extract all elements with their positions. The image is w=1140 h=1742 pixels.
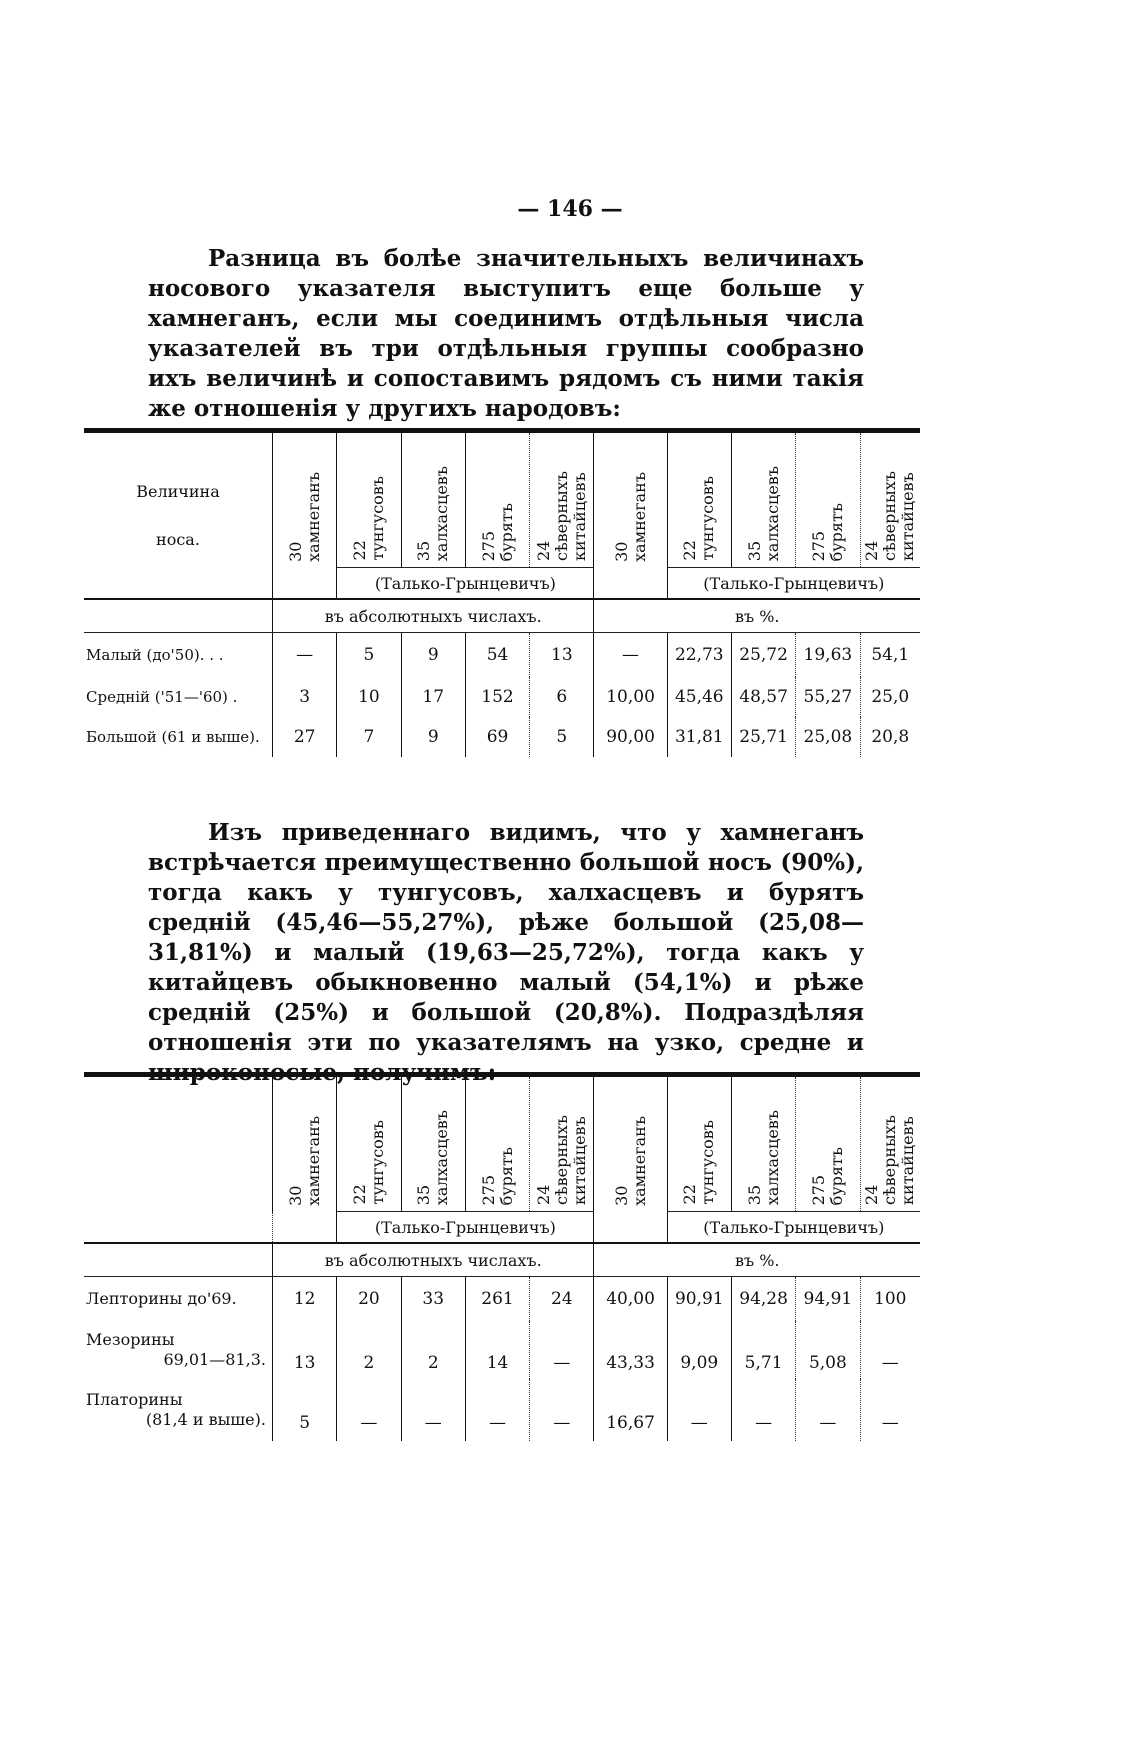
nose-size-table xyxy=(84,428,920,757)
col-header-khamnegan-pct: 30 хамнеганъ xyxy=(594,1075,667,1212)
cell: 5,71 xyxy=(731,1321,795,1379)
row-header xyxy=(84,431,272,600)
cell: 100 xyxy=(860,1277,920,1322)
col-header-khalkha: 35 халхасцевъ xyxy=(401,431,465,568)
cell: 3 xyxy=(272,677,336,717)
cell: 25,71 xyxy=(731,717,795,757)
col-header-buryat-pct: 275 бурятъ xyxy=(796,431,860,568)
cell: 54,1 xyxy=(860,633,920,678)
cell: 54 xyxy=(465,633,529,678)
cell: 12 xyxy=(272,1277,336,1322)
cell: — xyxy=(594,633,667,678)
col-header-tungus: 22 тунгусовъ xyxy=(337,1075,401,1212)
col-header-khamnegan: 30 хамнеганъ xyxy=(272,431,336,568)
cell: 94,28 xyxy=(731,1277,795,1322)
row-label: Платорины (81,4 и выше). xyxy=(86,1390,266,1429)
col-header-chinese-pct: 24 сѣверныхъ китайцевъ xyxy=(860,431,920,568)
cell: 152 xyxy=(465,677,529,717)
cell: 9,09 xyxy=(667,1321,731,1379)
cell: 5 xyxy=(337,633,401,678)
cell: 33 xyxy=(401,1277,465,1322)
nose-index-table xyxy=(84,1072,920,1441)
cell: — xyxy=(860,1321,920,1379)
table-row xyxy=(84,717,920,757)
table-row xyxy=(84,1277,920,1322)
paragraph-intro xyxy=(148,244,864,424)
col-header-tungus-pct: 22 тунгусовъ xyxy=(667,431,731,568)
row-header-line2: носа. xyxy=(156,529,200,549)
cell: — xyxy=(860,1379,920,1441)
cell: 24 xyxy=(530,1277,594,1322)
cell: 16,67 xyxy=(594,1379,667,1441)
col-header-buryat-pct: 275 бурятъ xyxy=(796,1075,860,1212)
unit-percent: въ %. xyxy=(594,599,920,633)
col-header-buryat: 275 бурятъ xyxy=(465,431,529,568)
cell: 5,08 xyxy=(796,1321,860,1379)
cell: 55,27 xyxy=(796,677,860,717)
cell: 94,91 xyxy=(796,1277,860,1322)
paragraph-analysis xyxy=(148,818,864,1088)
cell: 25,08 xyxy=(796,717,860,757)
cell: — xyxy=(465,1379,529,1441)
col-header-chinese: 24 сѣверныхъ китайцевъ xyxy=(530,1075,594,1212)
cell: 25,72 xyxy=(731,633,795,678)
table-row xyxy=(84,1379,920,1441)
cell: 5 xyxy=(530,717,594,757)
cell: 10,00 xyxy=(594,677,667,717)
cell: — xyxy=(667,1379,731,1441)
table-row xyxy=(84,633,920,678)
cell: 25,0 xyxy=(860,677,920,717)
unit-percent: въ %. xyxy=(594,1243,920,1277)
table-row xyxy=(84,1321,920,1379)
cell: 2 xyxy=(337,1321,401,1379)
cell: 20 xyxy=(337,1277,401,1322)
source-label-absolute: (Талько-Грынцевичъ) xyxy=(337,1212,594,1244)
row-label: Мезорины 69,01—81,3. xyxy=(86,1330,266,1369)
cell: 9 xyxy=(401,633,465,678)
cell: 14 xyxy=(465,1321,529,1379)
col-header-tungus: 22 тунгусовъ xyxy=(337,431,401,568)
cell: 27 xyxy=(272,717,336,757)
cell: 13 xyxy=(272,1321,336,1379)
source-label-percent: (Талько-Грынцевичъ) xyxy=(667,568,920,600)
source-label-percent: (Талько-Грынцевичъ) xyxy=(667,1212,920,1244)
cell: 17 xyxy=(401,677,465,717)
row-header-line1: Величина xyxy=(136,481,220,501)
table-row xyxy=(84,677,920,717)
unit-absolute: въ абсолютныхъ числахъ. xyxy=(272,1243,593,1277)
cell: 90,00 xyxy=(594,717,667,757)
col-header-khamnegan-pct: 30 хамнеганъ xyxy=(594,431,667,568)
cell: 5 xyxy=(272,1379,336,1441)
row-label: Лепторины до'69. xyxy=(86,1289,237,1308)
cell: 22,73 xyxy=(667,633,731,678)
col-header-khalkha-pct: 35 халхасцевъ xyxy=(731,431,795,568)
cell: — xyxy=(401,1379,465,1441)
col-header-khalkha: 35 халхасцевъ xyxy=(401,1075,465,1212)
unit-absolute: въ абсолютныхъ числахъ. xyxy=(272,599,593,633)
cell: — xyxy=(796,1379,860,1441)
cell: 43,33 xyxy=(594,1321,667,1379)
cell: 6 xyxy=(530,677,594,717)
cell: — xyxy=(530,1379,594,1441)
paragraph-intro-text: Разница въ болѣе значительныхъ величинахъ носового указателя выступитъ еще больше у хамнеганъ, если мы соединимъ отдѣльныя числа указателей въ три отдѣльныя группы сообразно ихъ величинѣ и сопоставимъ рядомъ съ ними такія же отношенія у другихъ народовъ: xyxy=(148,245,864,422)
cell: 261 xyxy=(465,1277,529,1322)
col-header-tungus-pct: 22 тунгусовъ xyxy=(667,1075,731,1212)
cell: — xyxy=(272,633,336,678)
cell: 40,00 xyxy=(594,1277,667,1322)
cell: 48,57 xyxy=(731,677,795,717)
cell: 45,46 xyxy=(667,677,731,717)
col-header-buryat: 275 бурятъ xyxy=(465,1075,529,1212)
cell: 69 xyxy=(465,717,529,757)
row-label: Большой (61 и выше). xyxy=(86,728,260,746)
cell: 10 xyxy=(337,677,401,717)
col-header-khalkha-pct: 35 халхасцевъ xyxy=(731,1075,795,1212)
cell: 9 xyxy=(401,717,465,757)
cell: 19,63 xyxy=(796,633,860,678)
cell: — xyxy=(731,1379,795,1441)
row-label: Средній ('51—'60) . xyxy=(86,688,238,706)
cell: 90,91 xyxy=(667,1277,731,1322)
cell: 2 xyxy=(401,1321,465,1379)
col-header-khamnegan: 30 хамнеганъ xyxy=(272,1075,336,1212)
cell: — xyxy=(530,1321,594,1379)
page-number: — 146 — xyxy=(517,196,623,222)
source-label-absolute: (Талько-Грынцевичъ) xyxy=(337,568,594,600)
cell: 20,8 xyxy=(860,717,920,757)
col-header-chinese: 24 сѣверныхъ китайцевъ xyxy=(530,431,594,568)
cell: 7 xyxy=(337,717,401,757)
cell: 13 xyxy=(530,633,594,678)
row-label: Малый (до'50). . . xyxy=(86,646,224,664)
cell: 31,81 xyxy=(667,717,731,757)
col-header-chinese-pct: 24 сѣверныхъ китайцевъ xyxy=(860,1075,920,1212)
cell: — xyxy=(337,1379,401,1441)
paragraph-analysis-text: Изъ приведеннаго видимъ, что у хамнеганъ встрѣчается преимущественно большой носъ (90%), тогда какъ у тунгусовъ, халхасцевъ и бурятъ средній (45,46—55,27%), рѣже большой (25,08—31,81%) и малый (19,63—25,72%), тогда какъ у китайцевъ обыкновенно малый (54,1%) и рѣже средній (25%) и большой (20,8%). Подраздѣляя отношенія эти по указателямъ на узко, средне и широконосые, получимъ: xyxy=(148,819,864,1086)
